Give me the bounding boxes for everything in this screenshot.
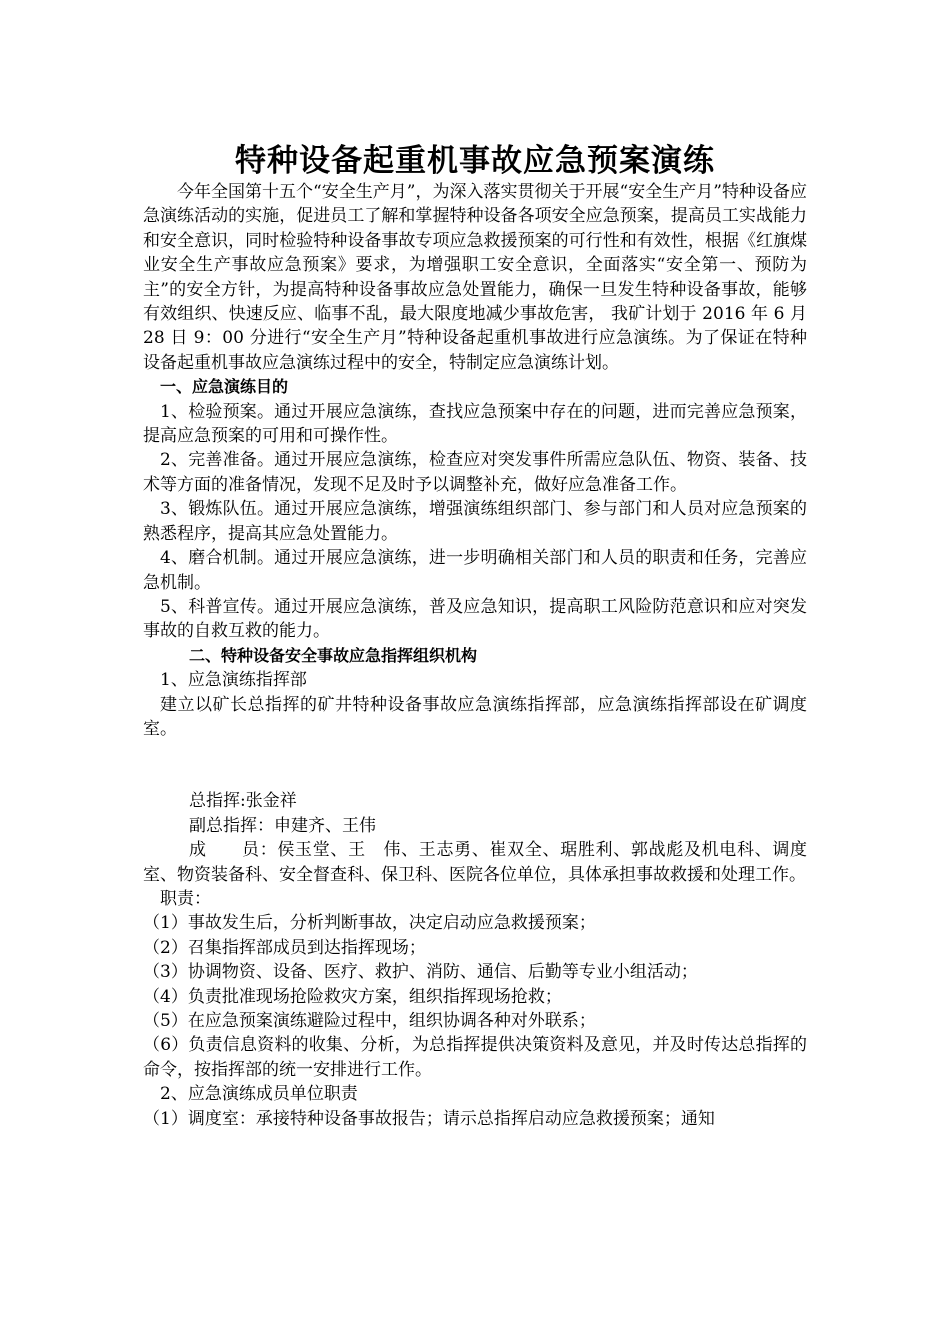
intro-paragraph: 今年全国第十五个“安全生产月”，为深入落实贯彻关于开展“安全生产月”特种设备应急演练活动的实施，促进员工了解和掌握特种设备各项安全应急预案，提高员工实战能力和安全意识，同时检验特种设备事故专项应急救援预案的可行性和有效性，根据《红旗煤业安全生产事故应急预案》要求，为增强职工安全意识，全面落实“安全第一、预防为主”的安全方针，为提高特种设备事故应急处置能力，确保一旦发生特种设备事故，能够有效组织、快速反应、临事不乱，最大限度地减少事故危害， 我矿计划于 2016 年 6 月 28 日 9：00 分进行“安全生产月”特种设备起重机事故进行应急演练。为了保证在特种设备起重机事故应急演练过程中的安全，特制定应急演练计划。 [143,182,807,373]
subsection-heading-command: 1、应急演练指挥部 [160,670,307,691]
purpose-item: 5、科普宣传。通过开展应急演练，普及应急知识，提高职工风险防范意识和应对突发事故的自救互救的能力。 [143,596,807,642]
duty-item: （4）负责批准现场抢险救灾方案，组织指挥现场抢救； [143,986,562,1007]
duty-item: （1）事故发生后，分析判断事故，决定启动应急救援预案； [143,913,596,934]
section-heading-organization: 二、特种设备安全事故应急指挥组织机构 [189,645,478,665]
command-description: 建立以矿长总指挥的矿井特种设备事故应急演练指挥部，应急演练指挥部设在矿调度室。 [143,694,807,739]
blank-spacer [143,741,807,789]
duty-item: （6）负责信息资料的收集、分析，为总指挥提供决策资料及意见，并及时传达总指挥的命令，按指挥部的统一安排进行工作。 [143,1035,807,1080]
duty-item: （5）在应急预案演练避险过程中，组织协调各种对外联系； [143,1011,596,1031]
purpose-item: 3、锻炼队伍。通过开展应急演练，增强演练组织部门、参与部门和人员对应急预案的熟悉程序，提高其应急处置能力。 [143,499,807,544]
duty-item: （2）召集指挥部成员到达指挥现场； [143,937,426,958]
duty-item: （3）协调物资、设备、医疗、救护、消防、通信、后勤等专业小组活动； [143,962,698,983]
purpose-item: 4、磨合机制。通过开展应急演练，进一步明确相关部门和人员的职责和任务，完善应急机制。 [143,548,807,593]
document-title: 特种设备起重机事故应急预案演练 [235,143,715,179]
members-line: 成 员：侯玉堂、王 伟、王志勇、崔双全、琚胜利、郭战彪及机电科、调度室、物资装备科、安全督查科、保卫科、医院各位单位，具体承担事故救援和处理工作。 [143,840,807,885]
purpose-item: 2、完善准备。通过开展应急演练，检查应对突发事件所需应急队伍、物资、装备、技术等方面的准备情况，发现不足及时予以调整补充，做好应急准备工作。 [143,450,807,495]
deputy-line: 副总指挥：申建齐、王伟 [189,815,376,836]
commander-line: 总指挥:张金祥 [189,791,297,812]
subsection-heading-members: 2、应急演练成员单位职责 [160,1084,358,1105]
document-body [143,180,807,1131]
section-heading-purpose: 一、应急演练目的 [160,377,289,397]
purpose-item: 1、检验预案。通过开展应急演练，查找应急预案中存在的问题，进而完善应急预案，提高应急预案的可用和可操作性。 [143,401,807,447]
member-duty-item: （1）调度室：承接特种设备事故报告；请示总指挥启动应急救援预案；通知 [143,1108,715,1129]
duties-label: 职责： [160,888,211,909]
